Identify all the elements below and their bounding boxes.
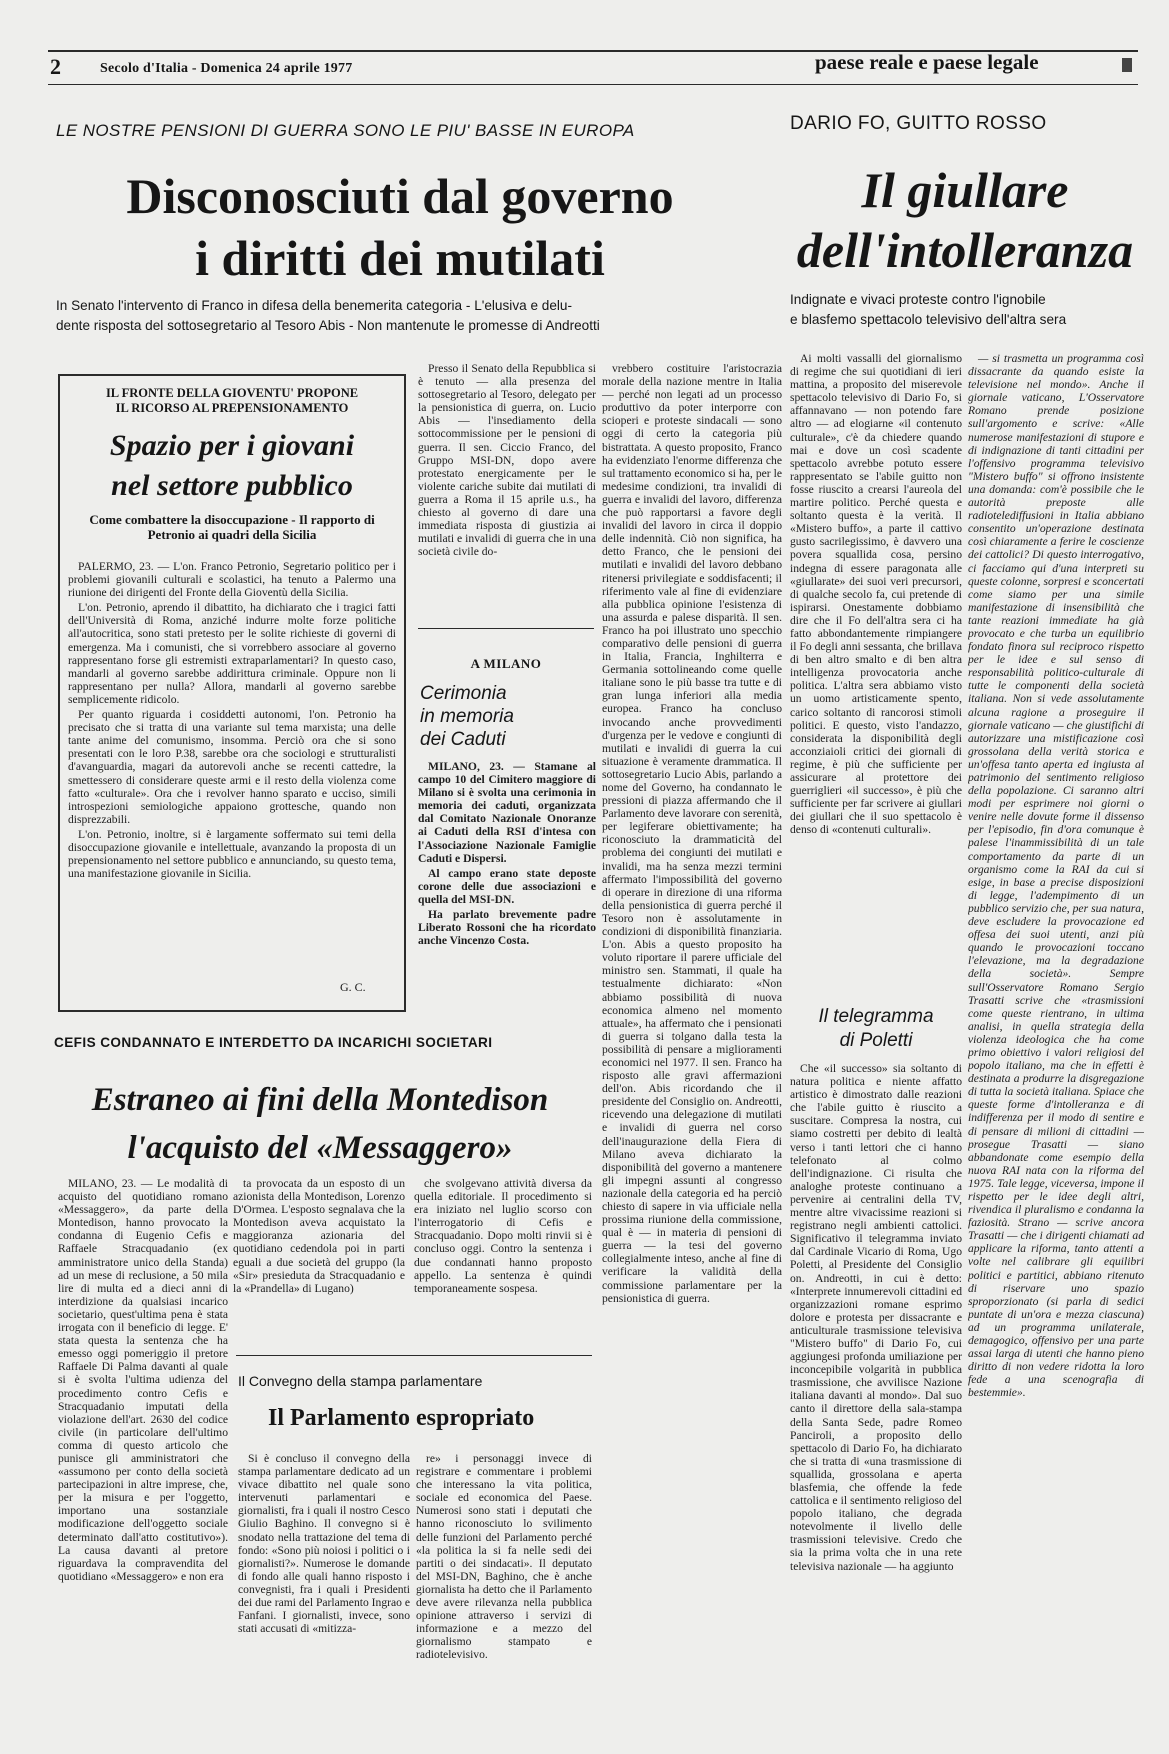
- paper-and-date: Secolo d'Italia - Domenica 24 aprile 1977: [100, 61, 353, 76]
- article1-col1: [418, 362, 596, 612]
- box-paragraph: L'on. Petronio, inoltre, si è largamente soffermato sui temi della disoccupazione giovanile e intellettuale, avanzando la proposta di un prepensionamento nel settore pubblico e annunciando, su questo tema, una manifestazione giovanile in Sicilia.: [68, 827, 396, 881]
- box-title: [60, 426, 404, 506]
- box-title-line2: nel settore pubblico: [111, 469, 353, 502]
- cefis-title: [50, 1076, 590, 1172]
- fo-col1: [790, 352, 962, 997]
- milano-title-line1: Cerimonia: [420, 683, 507, 704]
- parlamento-col2: [416, 1452, 592, 1749]
- fo-title-line1: Il giullare: [861, 162, 1069, 218]
- article1-subtitle-line2: dente risposta del sottosegretario al Tesoro Abis - Non mantenute le promesse di Andreotti: [56, 318, 600, 333]
- parlamento-col1: [238, 1452, 410, 1749]
- box-paragraph: PALERMO, 23. — L'on. Franco Petronio, Segretario politico per i problemi giovanili culturali e scolastici, ha tenuto a Palermo una riunione dei dirigenti del Fronte della Gioventù della Sicilia.: [68, 560, 396, 600]
- parlamento-kicker: Il Convegno della stampa parlamentare: [238, 1373, 483, 1389]
- article1-subtitle: [56, 296, 756, 336]
- milano-paragraph: MILANO, 23. — Stamane al campo 10 del Cimitero maggiore di Milano si è svolta una cerimonia in memoria dei caduti, organizzata dal Comitato Nazionale Onoranze ai Caduti della RSI d'intesa con l'Associazione Nazionale Famiglie Caduti e Dispersi.: [418, 760, 596, 865]
- fo-text: — si trasmetta un programma così dissacrante da quando esiste la televisione nel mondo». Anche il giornale vaticano, L'Osservatore Romano prende posizione sull'argomento e scrive: «Alle numerose manifestazioni di stupore e di indignazione di tanti cittadini per l'offensivo programma televisivo "Mistero buffo" si offrono insistente una domanda: com'è possibile che le autorità preposte alle radiotelediffusioni in Italia abbiano consentito un'operazione destinata così chiaramente a ferire le coscienze dei cattolici? Di questo interrogativo, ci facciamo qui d'una interpreti su queste colonne, sorpresi e sconcertati come siamo per una simile manifestazione di insensibilità che tante reazioni immediate ha già provocato e che turba un equilibrio fondato finora sul reciproco rispetto per le idee e sul senso di responsabilità politico-culturale di tutte le componenti della società italiana. Non si vede assolutamente alcuna ragione a proseguire il giornale vaticano — che giustifichi di autorizzare una mistificazione così grossolana della verità storica e un'offesa tanto aperta ed ingiusta al patrimonio del sentimento religioso della popolazione. Ci saranno altri modi per esprimere noi giorni o venire nelle dovute forme il dissenso per l'episodio, fin d'ora comunque è palese l'inammissibilità di un tale comportamento da parte di un organismo come la RAI da cui si esige, in base a precise disposizioni di legge, l'adempimento di un pubblico servizio che, per sua natura, deve escludere la provocazione ed offesa dei suoi utenti, anzi più quando le provocazioni toccano l'elevazione, ma la degradazione della società». Sempre sull'Osservatore Romano Sergio Trasatti scrive che «trasmissioni come queste rientrano, in ultima analisi, in quella strategia della violenza ideologica che ha come primo obiettivo i valori religiosi del popolo italiano, ma che in effetti è destinata a produrre la disgregazione di tutta la società italiana. Spiace che queste forme d'intolleranza e di indifferenza per il modo di sentire e di pensare di milioni di cittadini — prosegue Trasatti — siano abbandonate come esempio della nuova RAI nata con la riforma del 1975. Tale legge, viceversa, impone il rispetto per le idee degli altri, rivendica il pluralismo e condanna la faziosità. Strano — scrive ancora Trasatti — che i dirigenti chiamati ad applicare la riforma, tanto attenti a volte nel calibrare gli equilibri politici e partitici, abbiano ritenuto di riservare uno spazio sproporzionato (si parla di sedici puntate di un'ora e mezza ciascuna) ad un programma unilaterale, demagogico, offensivo per una parte assai larga di utenti che hanno pieno diritto di non vedere ridotta la loro fede a una scenografia di bestemmie».: [968, 352, 1144, 1400]
- cefis-title-line2: l'acquisto del «Messaggero»: [127, 1130, 513, 1166]
- article1-title-line1: Disconosciuti dal governo: [126, 168, 674, 224]
- fo-kicker: DARIO FO, GUITTO ROSSO: [790, 113, 1047, 134]
- cefis-title-line1: Estraneo ai fini della Montedison: [91, 1082, 549, 1118]
- box-signature: G. C.: [340, 980, 366, 994]
- fo-subheading: [790, 1005, 962, 1053]
- article1-title-line2: i diritti dei mutilati: [195, 230, 605, 286]
- milano-title-line3: dei Caduti: [420, 729, 506, 750]
- box-title-line1: Spazio per i giovani: [109, 429, 355, 462]
- milano-title-line2: in memoria: [420, 706, 514, 727]
- fo-text: Che «il successo» sia soltanto di natura politica e niente affatto artistico è dimostrato dalle reazioni che l'abile guitto è riuscito a suscitare. Compresa la nostra, cui siamo costretti per debito di lealtà verso i tanti lettori che ci hanno telefonato al colmo dell'indignazione. Ci risulta che analoghe proteste continuano a pervenire ai centralini della TV, mentre altre vivacissime reazioni si registrano negli ambienti cattolici. Significativo il telegramma inviato dal Cardinale Vicario di Roma, Ugo Poletti, al Presidente del Consiglio on. Andreotti, in cui è detto: «Interprete innumerevoli cittadini ed organizzazioni romane esprimo dolore e protesta per dissacrante e anticulturale trasmissione televisiva "Mistero buffo" di Dario Fo, cui aggiungesi profonda umiliazione per inconcepibile volgarità in pubblica trasmissione, che avvilisce Nazione italiana davanti al mondo». Dal suo canto il direttore della sala-stampa della Santa Sede, padre Romeo Panciroli, a proposito dello spettacolo di Dario Fo, ha dichiarato che si tratta di «una trasmissione di squallida, grossolana e aperta blasfemia, che offende la fede cattolica e il sentimento religioso del popolo italiano, che degrada notevolmente il livello delle trasmissioni televisive. Credo che sia la prima volta che in una rete televisiva nazionale — ha aggiunto: [790, 1062, 962, 1573]
- box-paragraph: Per quanto riguarda i cosiddetti autonomi, l'on. Petronio ha precisato che si tratta di una variante sul tema marxista; una delle tante anime del comunismo, insomma. Perciò ora che si sono presentati con le loro P.38, sarebbe ora che sociologi e strutturalisti d'avanguardia, magari da autorevoli anche se recenti cattedre, la smettessero di considerare queste armi e il resto della violenza come fatto «culturale». Ora che i revolver hanno sparato e ucciso, simili introspezioni semiologiche appaiono grottesche, quando non disprezzabili.: [68, 708, 396, 826]
- parlamento-text: Si è concluso il convegno della stampa parlamentare dedicato ad un vivace dibattito nel quale sono intervenuti parlamentari e giornalisti, fra i quali il nostro Cesco Giulio Baghino. Il convegno si è snodato nella trattazione del tema di fondo: «Sono più noiosi i politici o i giornalisti?». Numerose le domande di fondo alle quali hanno risposto i convegnisti, fra i quali i Presidenti dei due rami del Parlamento Ingrao e Fanfani. I giornalisti, invece, sono stati accusati di «mitizza-: [238, 1452, 410, 1636]
- article1-title: [60, 165, 740, 289]
- cefis-kicker: CEFIS CONDANNATO E INTERDETTO DA INCARICHI SOCIETARI: [54, 1035, 493, 1050]
- article1-text: vrebbero costituire l'aristocrazia morale della nazione mentre in Italia — perché non legati ad un processo produttivo da poter interporre con scioperi e proteste sindacali — sono oggi di certo la categoria più bistrattata. A questo proposito, Franco ha evidenziato l'enorme differenza che sul trattamento economico si ha, per le medesime condizioni, tra invalidi di guerra e invalidi del lavoro, differenza che può rapportarsi a favore degli invalidi del lavoro in circa il doppio delle indennità. Ciò non significa, ha detto Franco, che le pensioni dei mutilati e invalidi del lavoro debbano ritenersi privilegiate e soddisfacenti; il riferimento vale al fine di evidenziare alla pubblica opinione l'esistenza di una assurda e palese disparità. Il sen. Franco ha poi illustrato uno specchio comparativo delle pensioni di guerra in Italia, Francia, Inghilterra e Germania sottolineando come quelle italiane sono le più basse tra tutte e di gran lunga inferiori alla media europea. Franco ha concluso invocando anche provvedimenti d'urgenza per le vedove e congiunti di mutilati e invalidi di guerra la cui situazione è veramente drammatica. Il sottosegretario Lucio Abis, parlando a nome del Governo, ha condannato le pressioni di piazza affermando che il Parlamento deve lavorare con serenità, per legiferare obiettivamente; ha riconosciuto la drammaticità del problema dei congiunti dei mutilati e invalidi, ma ha senza mezzi termini affermato l'impossibilità del governo di operare in direzione di una riforma della pensionistica di guerra perché il Tesoro non è assolutamente in condizioni di disponibilità finanziaria. L'on. Abis a questo proposito ha voluto riportare il parere ufficiale del ministro sen. Stammati, il quale ha testualmente dichiarato: «Non abbiamo possibilità di nuova economica almeno nel momento attuale», ha affermato che i pensionati di guerra si tolgano dalla testa la possibilità di pensare a miglioramenti economici nel 1977. Il sen. Franco ha risposto alle gravi affermazioni dell'on. Abis ricordando che il presidente del Consiglio on. Andreotti, ricevendo una delegazione di mutilati e invalidi di guerra nel corso dell'inaugurazione della Fiera di Milano aveva dichiarato la disponibilità del governo a mantenere gli impegni assunti al congresso nazionale della categoria ed ha perciò chiesto di sapere in via ufficiale nella prossima riunione della commissione, qual è — in materia di pensioni di guerra — la tesi del governo collegialmente inteso, anche al fine di verificare la validità della commissione parlamentare per la pensionistica di guerra.: [602, 362, 782, 1305]
- fo-subheading-line2: di Poletti: [839, 1030, 913, 1051]
- milano-title: [420, 682, 596, 751]
- fo-subtitle-line1: Indignate e vivaci proteste contro l'ignobile: [790, 292, 1046, 307]
- cefis-col1: [58, 1177, 228, 1749]
- cefis-text: che svolgevano attività diversa da quella editoriale. Il procedimento si era iniziato nel luglio scorso con l'interrogatorio di Cefis e Stracquadanio. Dopo molti rinvii si è concluso oggi. Contro la sentenza i due condannati hanno proposto appello. La sentenza è quindi temporaneamente sospesa.: [414, 1177, 592, 1295]
- cefis-col2: [233, 1177, 405, 1342]
- box-body: [68, 560, 396, 970]
- box-kicker: [60, 386, 404, 416]
- article1-kicker: LE NOSTRE PENSIONI DI GUERRA SONO LE PIU' BASSE IN EUROPA: [56, 121, 635, 140]
- box-subtitle: Come combattere la disoccupazione - Il rapporto di Petronio ai quadri della Sicilia: [89, 512, 375, 542]
- cefis-text: ta provocata da un esposto di un azionista della Montedison, Lorenzo D'Ormea. L'esposto segnalava che la Montedison aveva acquistato la maggioranza azionaria del quotidiano cedendola poi in parti eguali a due società del gruppo (la «Sir» presieduta da Stracquadanio e la «Prandella» di Lugano): [233, 1177, 405, 1295]
- fo-text: Ai molti vassalli del giornalismo di regime che sui quotidiani di ieri mattina, a proposito del miserevole spettacolo televisivo di Dario Fo, si affannavano — non potendo fare altro — ad elogiarne «il contenuto culturale», c'è da chiedere quando mai e dove un così scadente spettacolo avrebbe potuto essere rappresentato se l'abile guitto non fosse riuscito a crearsi l'aureola del martire politico. Perché questa e soltanto questa è la verità. Il «Mistero buffo», a parte il cattivo gusto sacrilegissimo, è davvero una povera squallida cosa, persino indegna di essere paragonata alle «giullarate» dei suoi veri precursori, di qualche secolo fa, cui pretende di ispirarsi. Onestamente dobbiamo dire che il Fo dell'altra sera ci ha fatto abbondantemente rimpiangere il Fo degli anni sessanta, che brillava di ben altro smalto e di ben altra intelligenza provocatoria anche politica. L'altra sera abbiamo visto un uomo artisticamente spento, carico soltanto di rancorosi stimoli politici. E questo, visto l'andazzo, considerata la disponibilità degli acconziaioli critici dei giornali di regime, è più che sufficiente per assicurare al protettore dei guerriglieri «il successo», è più che sufficiente per far scrivere ai giullari dei giullari che il suo spettacolo è denso di «contenuti culturali».: [790, 352, 962, 837]
- box-paragraph: L'on. Petronio, aprendo il dibattito, ha dichiarato che i tragici fatti dell'Università di Roma, anziché indurre molte forze politiche all'autocritica, sono stati pretesto per le solite richieste di governi di emergenza. Ma i comunisti, che si vorrebbero associare al governo rappresentano forse gli estremisti extraparlamentari? In questo caso, mandarli al governo sarebbe addirittura criminale. Oppure non li rappresentano per nulla? Allora, mandarli al governo sarebbe semplicemente ridicolo.: [68, 601, 396, 706]
- parlamento-text: re» i personaggi invece di registrare e commentare i problemi che interessano la vita politica, sociale ed economica del Paese. Numerosi sono stati i deputati che hanno riconosciuto lo svilimento delle funzioni del Parlamento perché «la politica la si fa nelle sedi dei partiti o dei sindacati». Il deputato del MSI-DN, Baghino, che è anche giornalista ha detto che il Parlamento deve avere rilevanza nella pubblica opinione attraverso i servizi di informazione e a mezzo del giornalismo stampato e radiotelevisivo.: [416, 1452, 592, 1662]
- cefis-text: MILANO, 23. — Le modalità di acquisto del quotidiano romano «Messaggero», da parte della Montedison, hanno provocato la condanna di Eugenio Cefis e Raffaele Stracquadanio (ex amministratore unico della Standa) ad un mese di reclusione, a 50 mila lire di multa ed a dieci anni di interdizione da qualsiasi incarico societario, quest'ultima pena è stata irrogata con il beneficio di legge. E' stata questa la sentenza che ha emesso oggi pomeriggio il pretore Raffaele Di Palma davanti al quale si è svolta l'ultima udienza del procedimento contro Cefis e Stracquadanio imputati della violazione dell'art. 2630 del codice civile (in particolare dell'ultimo comma di questo articolo che punisce gli amministratori che «assumono per conto della società partecipazioni in altre imprese, che, per la misura e per l'oggetto, importano una sostanziale modificazione dell'oggetto sociale determinato dall'atto costitutivo»). La causa davanti al pretore riguardava la compravendita del quotidiano «Messaggero» e non era: [58, 1177, 228, 1583]
- fo-col2: [968, 352, 1144, 1750]
- fo-subtitle: [790, 290, 1150, 330]
- section-title: paese reale e paese legale: [815, 50, 1039, 74]
- fo-subtitle-line2: e blasfemo spettacolo televisivo dell'altra sera: [790, 312, 1067, 327]
- article1-subtitle-line1: In Senato l'intervento di Franco in difesa della benemerita categoria - L'elusiva e delu-: [56, 298, 573, 313]
- cefis-col3: [414, 1177, 592, 1342]
- fo-col1b: [790, 1062, 962, 1750]
- fo-title: [780, 160, 1150, 280]
- article1-col2: [602, 362, 782, 1750]
- section-marker: [1122, 58, 1132, 72]
- milano-kicker: A MILANO: [470, 656, 542, 671]
- page-number: 2: [50, 54, 61, 79]
- milano-paragraph: Al campo erano state deposte corone delle due associazioni e quella del MSI-DN.: [418, 866, 596, 906]
- box-kicker-line1: IL FRONTE DELLA GIOVENTU' PROPONE: [105, 386, 359, 400]
- fo-title-line2: dell'intolleranza: [796, 222, 1134, 278]
- milano-body: [418, 760, 596, 1010]
- milano-paragraph: Ha parlato brevemente padre Liberato Rossoni che ha ricordato anche Vincenzo Costa.: [418, 908, 596, 948]
- fo-subheading-line1: Il telegramma: [818, 1006, 934, 1027]
- parlamento-title: Il Parlamento espropriato: [268, 1405, 535, 1431]
- box-kicker-line2: IL RICORSO AL PREPENSIONAMENTO: [115, 401, 349, 415]
- article1-text: Presso il Senato della Repubblica si è tenuto — alla presenza del sottosegretario al Tesoro, delegato per la pensionistica di guerra, on. Lucio Abis — l'insediamento della sottocommissione per le pensioni di guerra. Il sen. Ciccio Franco, del Gruppo MSI-DN, dopo avere protestato energicamente per le violente cariche subite dai mutilati di guerra a Roma il 15 aprile u.s., ha chiesto al governo di dare una immediata risposta di giustizia ai mutilati e invalidi di guerra che in una società civile do-: [418, 362, 596, 559]
